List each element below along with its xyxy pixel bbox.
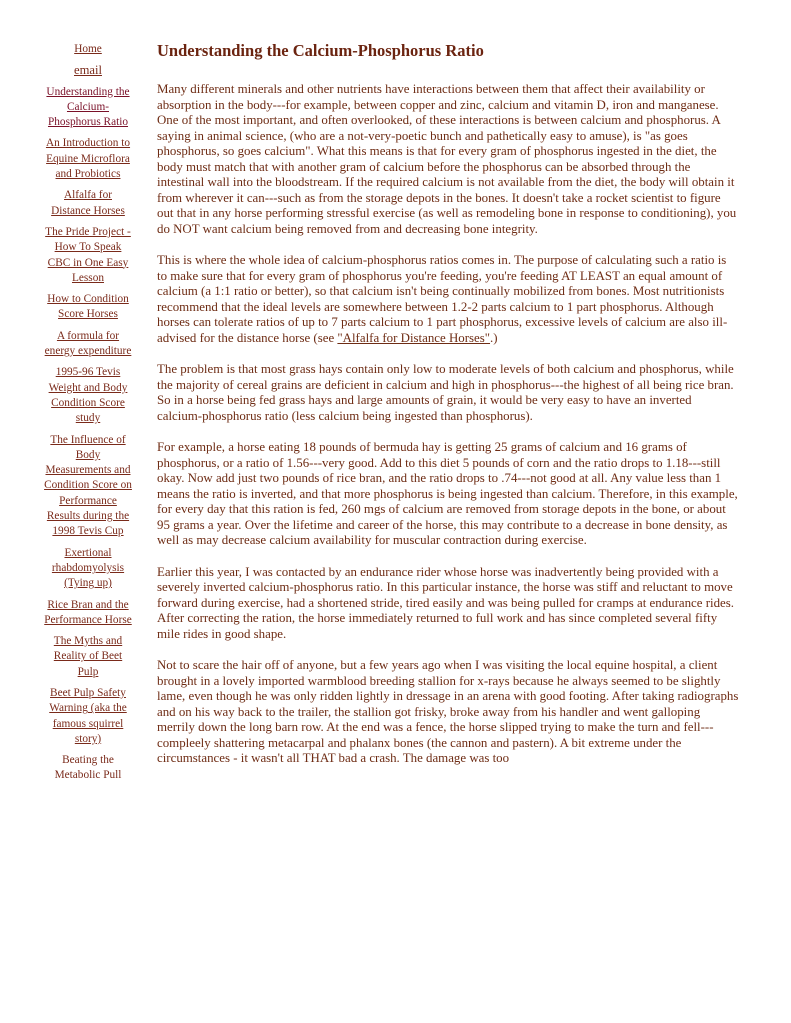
nav-link-exertional-rhabdomyolysis[interactable]: Exertional rhabdomyolysis (Tying up) [51,546,125,590]
nav-link-pride-project-cbc[interactable]: The Pride Project - How To Speak CBC in One Easy Lesson [45,225,131,284]
nav-link-alfalfa-distance-horses[interactable]: Alfalfa for Distance Horses [51,189,125,217]
nav-link-equine-microflora[interactable]: An Introduction to Equine Microflora and Probiotics [45,137,131,181]
nav-link-tevis-study[interactable]: 1995-96 Tevis Weight and Body Condition Score study [48,366,128,425]
article-paragraph-3: The problem is that most grass hays contain only low to moderate levels of both calcium and phosphorus, while the majority of cereal grains are deficient in calcium and high in phosphorus---the highest of all being rice bran. So in a horse being fed grass hays and large amounts of grain, it would be very easy to have an inverted calcium-phosphorus ratio (less calcium being ingested than phosphorus). [157,362,734,423]
paragraph-text: This is where the whole idea of calcium-phosphorus ratios comes in. The purpose of calculating such a ratio is to make sure that for every gram of phosphorus you're feeding, you're feeding AT LEAST an equal amount of calcium (a 1:1 ratio or better), so that calcium isn't being continually mobilized from bones. Most nutritionists recommend that the ideal levels are somewhere between 1.2-2 parts calcium to 1 part phosphorus. Although horses can tolerate ratios of up to 7 parts calcium to 1 part phosphorus, excessive levels of calcium are also ill-advised for the distance horse (see [157,253,728,345]
nav-link-energy-expenditure[interactable]: A formula for energy expenditure [44,329,132,358]
sidebar-nav [44,42,132,790]
nav-link-condition-score[interactable]: How to Condition Score Horses [47,293,129,321]
nav-link-calcium-phosphorus-ratio[interactable]: Understanding the Calcium-Phosphorus Ratio [46,85,130,129]
article-content [157,40,739,783]
nav-link-home[interactable]: Home [74,43,102,55]
nav-link-body-measurements-tevis[interactable]: The Influence of Body Measurements and Condition Score on Performance Results during the 1998 Tevis Cup [44,433,132,538]
nav-link-metabolic-pull[interactable]: Beating the Metabolic Pull [54,754,122,782]
paragraph-text: .) [490,330,498,345]
alfalfa-article-link[interactable]: "Alfalfa for Distance Horses" [337,330,491,345]
article-paragraph-4: For example, a horse eating 18 pounds of bermuda hay is getting 25 grams of calcium and 16 grams of phosphorus, or a ratio of 1.56---very good. Add to this diet 5 pounds of corn and the ratio drops to 1.18---still okay. Now add just two pounds of rice bran, and the ratio drops to .74---not good at all. Any value less than 1 means the ratio is inverted, and that more phosphorus is being ingested than calcium. Therefore, in this example, for every day that this ration is fed, 260 mgs of calcium are removed from storage depots in the bone, or about 95 grams a year. Over the lifetime and career of the horse, this may contribute to a decrease in bone density, as well as may decrease calcium availability for muscular contraction during exercise. [157,440,738,547]
article-paragraph-2 [157,253,739,346]
article-paragraph-6: Not to scare the hair off of anyone, but a few years ago when I was visiting the local equine hospital, a client brought in a lovely imported warmblood breeding stallion for x-rays because he always seemed to be slightly lame, even though he was only ridden lightly in dressage in an arena with good footing. After taking radiographs and on his way back to the trailer, the stallion got frisky, broke away from his handler and went galloping merrily down the long barn row. At the end was a fence, the horse slipped trying to make the turn and fell---compleely shattering metacarpal and phalanx bones (the cannon and pastern). A bit extreme under the circumstances - it wasn't all THAT bad a crash. The damage was too [157,658,739,765]
article-paragraph-1: Many different minerals and other nutrients have interactions between them that affect their availability or absorption in the body---for example, between copper and zinc, calcium and vitamin D, iron and manganese. One of the most important, and often overlooked, of these interactions is between calcium and phosphorus. A saying in animal science, (who are a not-very-poetic bunch and pathetically easy to amuse), is "as goes phosphorus, so goes calcium". What this means is that for every gram of phosphorus ingested in the diet, the body must match that with another gram of calcium before the phosphorus can be absorbed through the intestinal wall into the bloodstream. If the required calcium is not available from the diet, the body will obtain it from wherever it can---such as from the storage depots in the bones. It doesn't take a rocket scientist to figure out that in any horse performing stressful exercise (as well as remodeling bone in response to conditioning), you do NOT want calcium being removed from and decreasing bone integrity. [157,82,737,236]
article-paragraph-5: Earlier this year, I was contacted by an endurance rider whose horse was inadvertently being provided with a severely inverted calcium-phosphorus ratio. In this particular instance, the horse was stiff and reluctant to move forward during exercise, had a shortened stride, tired easily and was being pulled for cramps at endurance rides. After correcting the ration, the horse immediately returned to full work and has since completed several fifty mile rides in good shape. [157,564,735,641]
nav-link-beet-pulp-myths[interactable]: The Myths and Reality of Beet Pulp [53,635,123,678]
nav-link-email[interactable]: email [74,63,102,78]
page-title: Understanding the Calcium-Phosphorus Ratio [157,41,484,60]
nav-link-beet-pulp-safety[interactable]: Beet Pulp Safety Warning (aka the famous squirrel story) [49,686,127,745]
nav-link-rice-bran[interactable]: Rice Bran and the Performance Horse [44,598,132,626]
